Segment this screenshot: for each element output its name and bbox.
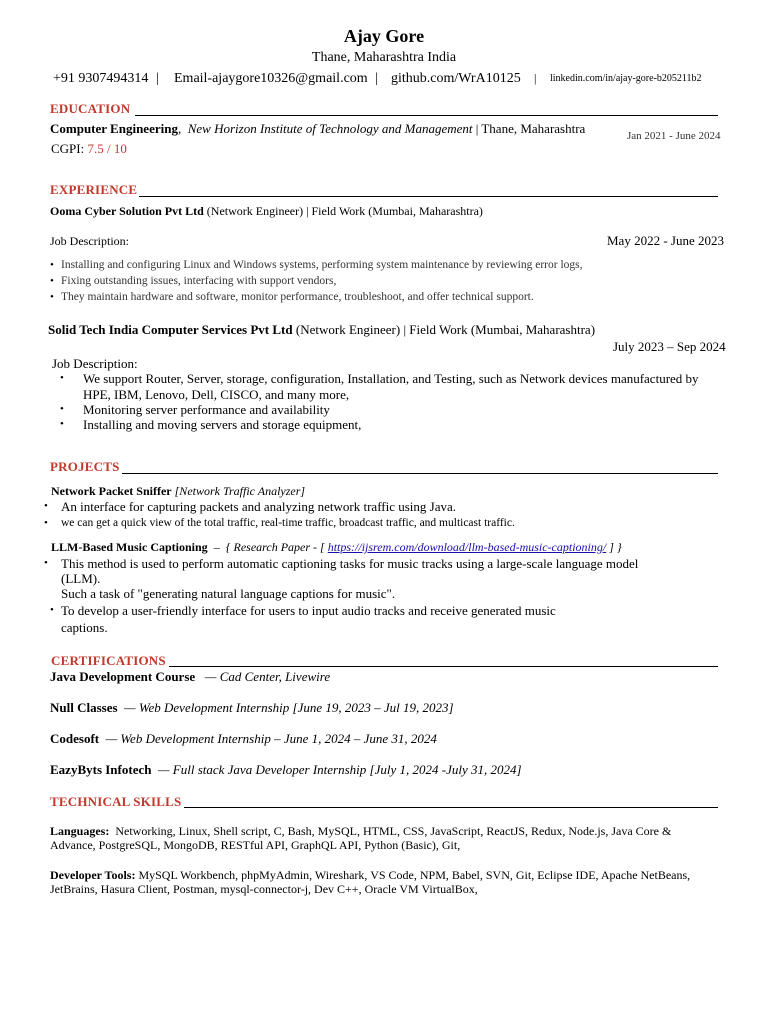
certification-name: EazyByts Infotech	[50, 762, 152, 777]
cgpi-value: 7.5 / 10	[87, 141, 127, 156]
list-item-continuation: Such a task of "generating natural language captions for music".	[61, 586, 396, 601]
skills-tools	[50, 868, 690, 883]
title-dash: –	[213, 540, 220, 554]
job-description-label: Job Description:	[52, 356, 138, 371]
certification-name: Null Classes	[50, 700, 118, 715]
paper-link[interactable]: https://ijsrem.com/download/llm-based-music-captioning/	[327, 540, 607, 554]
cgpi-label: CGPI:	[51, 141, 85, 156]
bullet-icon: •	[60, 403, 64, 415]
certification-detail: — Web Development Internship [June 19, 2023 – Jul 19, 2023]	[124, 700, 454, 715]
tools-list: MySQL Workbench, phpMyAdmin, Wireshark, VS Code, NPM, Babel, SVN, Git, Eclipse IDE, Apache NetBeans,	[138, 868, 691, 882]
separator: |	[534, 71, 537, 85]
list-item: Fixing outstanding issues, interfacing with support vendors,	[61, 275, 337, 287]
education-place: | Thane, Maharashtra	[475, 121, 586, 136]
languages-list: Networking, Linux, Shell script, C, Bash, MySQL, HTML, CSS, JavaScript, ReactJS, Redux, Node.js, Java Core &	[115, 824, 672, 838]
certification-name: Codesoft	[50, 731, 100, 746]
project-title: LLM-Based Music Captioning	[51, 540, 208, 554]
bullet-icon: •	[60, 372, 64, 384]
list-item: Monitoring server performance and availability	[83, 402, 330, 417]
certification-item	[50, 669, 330, 685]
bullet-icon: •	[50, 275, 54, 287]
bullet-icon: •	[44, 500, 48, 512]
education-heading: EDUCATION	[50, 101, 131, 116]
project-subtitle: { Research Paper - [	[225, 540, 325, 554]
certification-item	[50, 700, 454, 716]
section-divider	[169, 666, 718, 667]
company-name: Solid Tech India Computer Services Pvt Ltd	[48, 322, 293, 337]
tools-label: Developer Tools:	[50, 868, 136, 882]
resume-name: Ajay Gore	[343, 26, 425, 46]
project-title-line	[51, 540, 622, 555]
list-item: They maintain hardware and software, monitor performance, troubleshoot, and offer technical support.	[61, 291, 534, 303]
section-divider	[135, 115, 718, 116]
job-role: (Network Engineer) | Field Work (Mumbai, Maharashtra)	[295, 322, 596, 337]
location: Thane, Maharashtra India	[311, 50, 457, 65]
job-role: (Network Engineer) | Field Work (Mumbai, Maharashtra)	[206, 204, 483, 218]
email-link[interactable]: Email-ajaygore10326@gmail.com	[174, 71, 368, 86]
certification-detail: — Web Development Internship – June 1, 2024 – June 31, 2024	[105, 731, 437, 746]
certification-detail: — Cad Center, Livewire	[204, 669, 331, 684]
list-item: Installing and moving servers and storage equipment,	[83, 417, 362, 432]
section-divider	[139, 196, 718, 197]
skills-heading: TECHNICAL SKILLS	[50, 794, 182, 809]
project-title-line	[51, 484, 305, 499]
job-dates: July 2023 – Sep 2024	[613, 339, 726, 354]
project-subtitle: [Network Traffic Analyzer]	[174, 484, 306, 498]
job-dates: May 2022 - June 2023	[607, 233, 724, 248]
bullet-icon: •	[50, 604, 54, 616]
job-title-line	[50, 204, 483, 219]
section-divider	[122, 473, 718, 474]
certification-item	[50, 762, 522, 778]
bullet-icon: •	[50, 259, 54, 271]
degree: Computer Engineering	[50, 121, 178, 136]
separator: |	[156, 71, 159, 86]
cgpi	[51, 141, 127, 157]
skills-languages	[50, 824, 671, 839]
bullet-icon: •	[50, 291, 54, 303]
project-title: Network Packet Sniffer	[51, 484, 172, 498]
list-item-continuation: HPE, IBM, Lenovo, Dell, CISCO, and many more,	[83, 387, 350, 402]
list-item: Installing and configuring Linux and Windows systems, performing system maintenance by reviewing error logs,	[61, 259, 583, 271]
list-item: To develop a user-friendly interface for users to input audio tracks and receive generated music	[61, 603, 556, 618]
list-item: This method is used to perform automatic captioning tasks for music tracks using a large-scale language model	[61, 556, 639, 571]
phone: +91 9307494314	[53, 71, 149, 86]
tools-list-continuation: JetBrains, Hasura Client, Postman, mysql-connector-j, Dev C++, Oracle VM VirtualBox,	[50, 882, 478, 896]
job-description-label: Job Description:	[50, 234, 129, 248]
section-divider	[184, 807, 718, 808]
list-item: we can get a quick view of the total traffic, real-time traffic, broadcast traffic, and multicast traffic.	[61, 517, 515, 529]
github-link[interactable]: github.com/WrA10125	[391, 71, 521, 86]
languages-label: Languages:	[50, 824, 110, 838]
institute: New Horizon Institute of Technology and Management	[187, 121, 473, 136]
separator: |	[375, 71, 378, 86]
bullet-icon: •	[44, 517, 48, 529]
linkedin-link[interactable]: linkedin.com/in/ajay-gore-b205211b2	[550, 73, 702, 84]
education-entry: Computer Engineering, New Horizon Institute of Technology and Management | Thane, Maharashtra	[50, 121, 586, 136]
list-item-continuation: captions.	[61, 620, 108, 635]
projects-heading: PROJECTS	[50, 459, 120, 474]
education-dates: Jan 2021 - June 2024	[627, 130, 721, 142]
certifications-heading: CERTIFICATIONS	[51, 653, 166, 668]
job-title-line	[48, 322, 595, 338]
bullet-icon: •	[44, 557, 48, 569]
languages-list-continuation: Advance, PostgreSQL, MongoDB, RESTful API, GraphQL API, Python (Basic), Git,	[50, 838, 461, 852]
project-subtitle-end: ] }	[609, 540, 622, 554]
list-item-continuation: (LLM).	[61, 571, 101, 586]
certification-detail: — Full stack Java Developer Internship [July 1, 2024 -July 31, 2024]	[157, 762, 522, 777]
list-item: An interface for capturing packets and analyzing network traffic using Java.	[61, 499, 457, 514]
certification-item	[50, 731, 437, 747]
experience-heading: EXPERIENCE	[50, 182, 138, 197]
certification-name: Java Development Course	[50, 669, 196, 684]
list-item: We support Router, Server, storage, configuration, Installation, and Testing, such as Network devices manufactured by	[83, 371, 699, 386]
bullet-icon: •	[60, 418, 64, 430]
company-name: Ooma Cyber Solution Pvt Ltd	[50, 204, 204, 218]
